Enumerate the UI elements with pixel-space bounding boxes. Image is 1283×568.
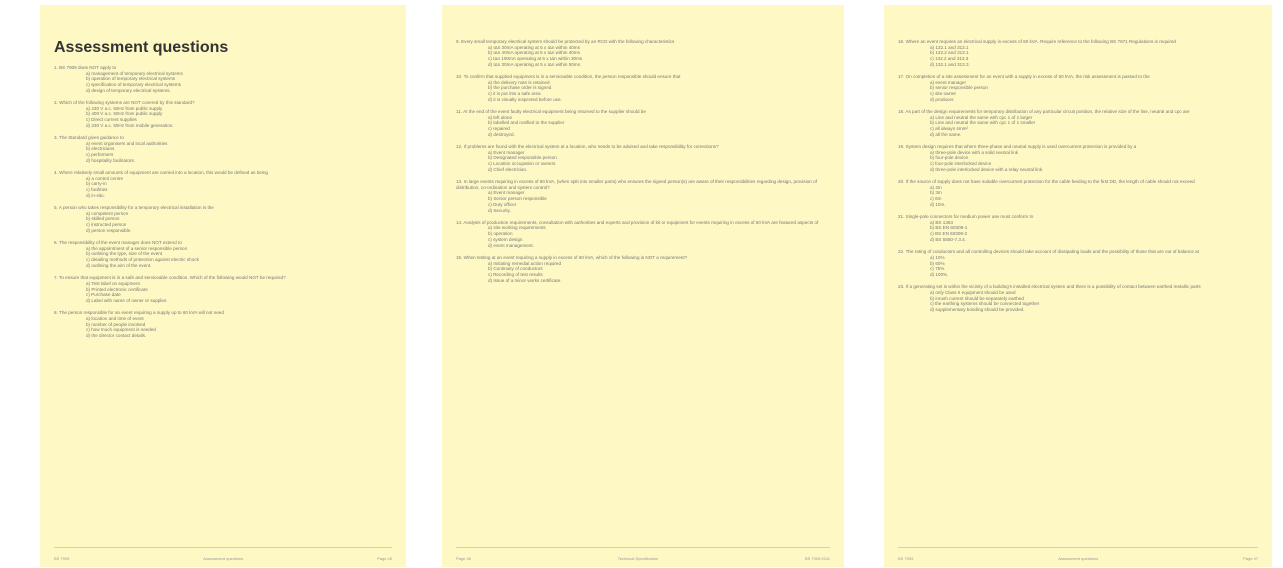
answer-option: a) only Class II equipment should be used xyxy=(930,289,1016,295)
answer-options xyxy=(54,71,392,94)
answer-option: b) Senior person responsible xyxy=(488,196,547,202)
answer-options xyxy=(898,290,1258,313)
answer-option: d) it is visually inspected before use. xyxy=(488,96,562,102)
answer-option: b) 3m xyxy=(930,190,942,196)
answer-option: c) 6m xyxy=(930,196,942,202)
question-item xyxy=(898,179,1258,208)
answer-options xyxy=(54,281,392,304)
footer-center: Assessment questions xyxy=(203,556,244,561)
answer-option: c) all always 4mm² xyxy=(930,126,969,132)
question-stem: 16. Where an event requires an electrical supply in excess of 60 kVA. Require reference to the following BS 7671 Regulations is required xyxy=(898,39,1176,44)
answer-option: d) in-situ. xyxy=(86,192,105,198)
answer-option: b) 400 V a.c. 50Hz from public supply xyxy=(86,111,163,117)
answer-options xyxy=(54,316,392,339)
question-stem: 4. Where relatively small amounts of equipment are carried into a location, this would be defined as being xyxy=(54,170,268,176)
answer-options xyxy=(456,190,830,213)
answer-option: d) Security. xyxy=(488,207,511,213)
answer-options xyxy=(54,141,392,164)
question-stem: 13. In large events requiring in excess of 60 kVA, (when split into smaller parts) who ensures the signed person(s) are aware of their responsibilities regarding design, provision of distribution, co-ordination and system control? xyxy=(456,179,817,190)
page-3-footer xyxy=(898,547,1258,561)
answer-option: c) it is put into a safe area xyxy=(488,91,541,97)
question-item xyxy=(54,240,392,269)
answer-option: c) repaired xyxy=(488,126,510,132)
answer-options xyxy=(456,150,830,173)
answer-options xyxy=(54,176,392,199)
answer-options xyxy=(898,80,1258,103)
question-stem: 5. A person who takes responsibility for a temporary electrical installation is the xyxy=(54,205,214,211)
answer-option: a) event organisers and local authorities xyxy=(86,140,168,146)
answer-option: c) system design xyxy=(488,236,523,242)
question-item xyxy=(456,109,830,138)
question-item xyxy=(54,100,392,129)
page-1-body xyxy=(54,15,392,345)
answer-option: a) left alone xyxy=(488,114,513,120)
answer-options xyxy=(54,106,392,129)
footer-center: Assessment questions xyxy=(1058,556,1099,561)
question-stem: 18. As part of the design requirements for temporary distribution of any particular circuit position, the relative size of the line, neutral and cpc are xyxy=(898,109,1190,115)
answer-option: d) Issue of a minor works certificate. xyxy=(488,277,562,283)
answer-option: d) hospitality facilitators. xyxy=(86,157,136,163)
answer-options xyxy=(898,45,1258,68)
answer-options xyxy=(456,225,830,248)
answer-options xyxy=(898,255,1258,278)
answer-options xyxy=(898,220,1258,243)
question-item xyxy=(898,74,1258,103)
answer-option: c) four-pole interlocked device xyxy=(930,161,992,167)
question-item xyxy=(456,255,830,284)
question-stem: 7. To ensure that equipment is in a safe and serviceable condition. Which of the following would NOT be required? xyxy=(54,275,286,281)
question-stem: 2. Which of the following systems are NOT covered by this standard? xyxy=(54,100,195,106)
answer-option: c) instructed person xyxy=(86,222,127,228)
answer-option: b) inrush current should be separately earthed xyxy=(930,295,1024,301)
page-2-footer xyxy=(456,547,830,561)
question-stem: 15. When testing at an event requiring a supply in excess of 60 kVA, which of the following is NOT a requirement? xyxy=(456,254,688,260)
answer-option: a) 10% xyxy=(930,254,945,260)
answer-option: b) BS EN 60309-1 xyxy=(930,225,968,231)
answer-option: d) Chief electrician. xyxy=(488,166,528,172)
question-stem: 20. If the source of supply does not have suitable overcurrent protection for the cable feeding to the first DD, the length of cable should not exceed xyxy=(898,179,1195,185)
question-item xyxy=(898,144,1258,173)
page-1-footer xyxy=(54,547,392,561)
page-3-body xyxy=(898,39,1258,319)
answer-option: c) facilities xyxy=(86,187,108,193)
question-item xyxy=(54,170,392,199)
question-item xyxy=(456,179,830,213)
answer-option: c) 132.2 and 313.3 xyxy=(930,56,969,62)
answer-option: a) location and time of event xyxy=(86,315,144,321)
answer-option: a) Line and neutral the same with cpc 1 of 1 larger xyxy=(930,114,1033,120)
document-page-2 xyxy=(442,5,844,567)
question-stem: 19. System design requires that where three-phase and neutral supply is used overcurrent protection is provided by a xyxy=(898,144,1137,150)
answer-option: b) senior responsible person xyxy=(930,85,988,91)
answer-option: c) Recording of test results xyxy=(488,271,543,277)
answer-option: a) management of temporary electrical systems xyxy=(86,70,183,76)
answer-option: a) BS 1363 xyxy=(930,219,953,225)
answer-option: d) 230 V a.c. 50Hz from mobile generation. xyxy=(86,122,174,128)
answer-option: d) three-pole interlocked device with a relay neutral link. xyxy=(930,166,1044,172)
answer-option: d) person responsible. xyxy=(86,227,132,233)
answer-option: b) Printed electronic certificate xyxy=(86,286,148,292)
answer-options xyxy=(456,45,830,68)
footer-right: Page 45 xyxy=(377,556,392,561)
answer-options xyxy=(898,150,1258,173)
answer-option: a) IΔn 30mA operating at 5 x IΔn within 40ms xyxy=(488,44,580,50)
answer-option: a) Event manager xyxy=(488,190,525,196)
answer-option: a) the delivery note is retained xyxy=(488,79,550,85)
question-item xyxy=(898,284,1258,313)
question-stem: 6. The responsibility of the event manager does NOT extend to xyxy=(54,240,182,246)
question-item xyxy=(898,249,1258,278)
question-stem: 10. To confirm that supplied equipment is in a serviceable condition, the person responsible should ensure that xyxy=(456,74,681,80)
question-stem: 1. BS 7909 does NOT apply to xyxy=(54,65,117,70)
answer-option: b) Designated responsible person xyxy=(488,155,557,161)
answer-option: d) destroyed. xyxy=(488,131,515,137)
answer-option: d) the director contact details. xyxy=(86,332,147,338)
answer-option: a) a control centre xyxy=(86,175,124,181)
answer-option: b) the purchase order is signed xyxy=(488,85,552,91)
question-item xyxy=(54,275,392,304)
answer-option: d) all the same. xyxy=(930,131,962,137)
answer-option: a) event manager xyxy=(930,79,967,85)
answer-option: d) Label with name of owner or supplier. xyxy=(86,297,168,303)
answer-option: b) number of people involved xyxy=(86,321,146,327)
question-item xyxy=(898,214,1258,243)
answer-option: d) BS 5550-7.3.4. xyxy=(930,236,967,242)
answer-option: b) Line and neutral the same with cpc 1 of 1 smaller xyxy=(930,120,1036,126)
question-item xyxy=(898,109,1258,138)
answer-option: c) how much equipment is needed xyxy=(86,327,156,333)
answer-option: c) BS EN 60309-2 xyxy=(930,231,968,237)
answer-option: b) skilled person xyxy=(86,216,120,222)
answer-option: b) electricians xyxy=(86,146,115,152)
footer-center: Technical Specification xyxy=(617,556,659,561)
question-stem: 12. If problems are found with the electrical system at a location, who needs to be advised and take responsibility for corrections? xyxy=(456,144,719,150)
answer-option: c) Direct current supplies xyxy=(86,117,137,123)
question-item xyxy=(456,74,830,103)
answer-option: a) 230 V a.c. 50Hz from public supply xyxy=(86,105,163,111)
question-item xyxy=(54,310,392,339)
answer-option: c) detailing methods of protection against electric shock xyxy=(86,257,199,263)
question-item xyxy=(54,65,392,94)
answer-option: a) competent person xyxy=(86,210,129,216)
question-stem: 3. The Standard gives guidance to xyxy=(54,135,124,141)
question-stem: 9. Every small temporary electrical system should be protected by an RCD with the following characteristics xyxy=(456,39,675,44)
answer-options xyxy=(54,246,392,269)
answer-option: d) design of temporary electrical systems. xyxy=(86,87,171,93)
answer-option: b) operation xyxy=(488,231,513,237)
answer-option: a) Test label on equipment xyxy=(86,280,140,286)
answer-option: a) site working requirements xyxy=(488,225,546,231)
answer-option: a) the appointment of a senior responsible person xyxy=(86,245,188,251)
question-stem: 23. If a generating set is within the vicinity of a building's installed electrical system and there is a possibility of contact between earthed metallic parts xyxy=(898,284,1201,290)
page-title: Assessment questions xyxy=(54,39,229,56)
document-page-3 xyxy=(884,5,1272,567)
answer-options xyxy=(456,115,830,138)
answer-option: c) performers xyxy=(86,152,114,158)
answer-options xyxy=(54,211,392,234)
answer-option: c) IΔn 100mA operating at 5 x IΔn within 30ms xyxy=(488,56,583,62)
answer-option: a) 2m xyxy=(930,184,942,190)
question-stem: 17. On completion of a site assessment for an event with a supply in excess of 60 kVA, the risk assessment is passed to the xyxy=(898,74,1150,80)
answer-option: b) IΔn 40mA operating at 5 x IΔn within 40ms xyxy=(488,50,580,56)
answer-option: b) 60% xyxy=(930,260,945,266)
answer-options xyxy=(898,185,1258,208)
answer-option: c) specification of temporary electrical systems xyxy=(86,82,181,88)
answer-option: b) labelled and notified to the supplier xyxy=(488,120,565,126)
answer-option: b) four-pole device xyxy=(930,155,969,161)
question-stem: 14. Analysis of production requirements, consultation with authorities and experts and provision of kit or equipment for events requiring in excess of 60 kVA are featured aspects of xyxy=(456,219,819,225)
answer-option: d) producer. xyxy=(930,96,955,102)
footer-left: Page 46 xyxy=(456,556,471,561)
question-item xyxy=(54,135,392,164)
question-item xyxy=(898,39,1258,68)
answer-option: a) Event manager xyxy=(488,149,525,155)
footer-left: BS 7909 xyxy=(54,556,70,561)
answer-option: c) the earthing systems should be connected together xyxy=(930,301,1040,307)
answer-option: d) 100%. xyxy=(930,271,949,277)
answer-option: c) 75% xyxy=(930,266,945,272)
answer-options xyxy=(456,261,830,284)
question-stem: 22. The rating of conductors and all controlling devices should take account of dissipating loads and the possibility of those that are out of balance at xyxy=(898,249,1199,255)
answer-option: c) Location occupation or owners xyxy=(488,161,556,167)
question-stem: 21. Single-pole connectors for medium power use must conform to xyxy=(898,214,1034,220)
answer-options xyxy=(898,115,1258,138)
question-stem: 8. The person responsible for an event requiring a supply up to 60 kVA will not need xyxy=(54,310,224,316)
answer-option: b) carry-in xyxy=(86,181,107,187)
answer-option: b) Continuity of conductors xyxy=(488,266,543,272)
page-2-body xyxy=(456,39,830,290)
answer-option: d) IΔn 30mA operating at 5 x IΔn within 50ms. xyxy=(488,61,582,67)
answer-option: a) Initiating remedial action required xyxy=(488,260,562,266)
answer-option: d) 132.1 and 313.3. xyxy=(930,61,970,67)
answer-option: a) three-pole device with a solid neutral link xyxy=(930,149,1019,155)
answer-option: d) 10m. xyxy=(930,201,946,207)
answer-option: d) supplementary bonding should be provided. xyxy=(930,306,1025,312)
answer-option: d) event management. xyxy=(488,242,534,248)
answer-option: a) 132.1 and 313.1 xyxy=(930,44,969,50)
answer-option: b) operation of temporary electrical systems xyxy=(86,76,176,82)
footer-right: BS 7909:2011 xyxy=(804,556,830,561)
question-item xyxy=(456,220,830,249)
answer-option: b) outlining the type, size of the event xyxy=(86,251,163,257)
document-page-1 xyxy=(40,5,406,567)
footer-right: Page 47 xyxy=(1243,556,1258,561)
answer-option: c) Purchase date xyxy=(86,292,121,298)
question-item xyxy=(54,205,392,234)
answer-option: c) site owner xyxy=(930,91,957,97)
answer-option: b) 132.2 and 313.1 xyxy=(930,50,969,56)
answer-options xyxy=(456,80,830,103)
footer-left: BS 7909 xyxy=(898,556,914,561)
answer-option: d) outlining the aim of the event. xyxy=(86,262,152,268)
answer-option: c) Duty officer xyxy=(488,201,517,207)
question-item xyxy=(456,39,830,68)
question-item xyxy=(456,144,830,173)
question-stem: 11. At the end of the event faulty electrical equipment being returned to the supplier should be xyxy=(456,109,646,115)
